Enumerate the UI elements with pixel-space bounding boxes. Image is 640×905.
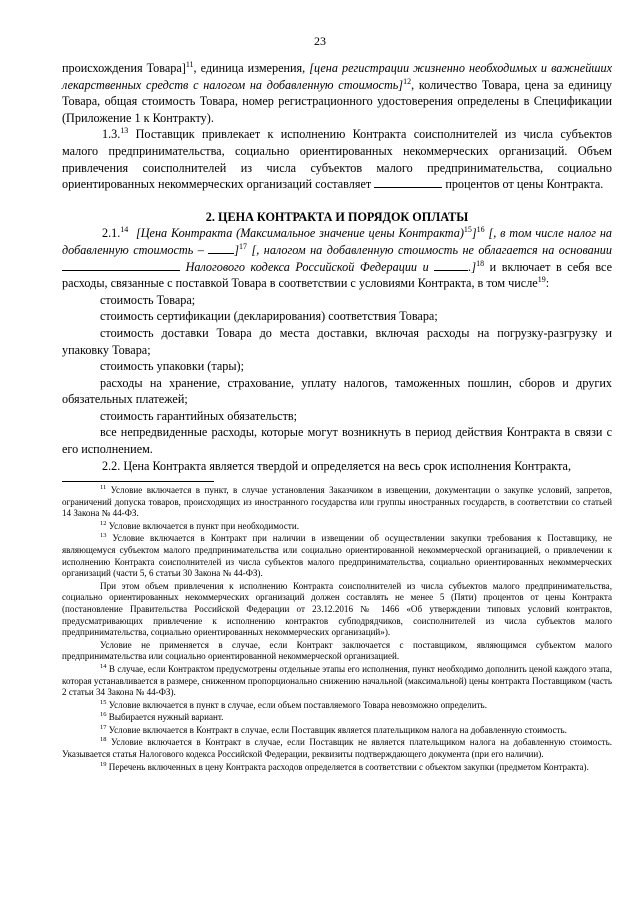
list-item: стоимость упаковки (тары); (100, 359, 244, 374)
footnote: $^{19}$ Перечень включенных в цену Контракта расходов определяется в соответствии с объектом закупки (предметом Контракта). (100, 760, 589, 772)
section-heading: 2. ЦЕНА КОНТРАКТА И ПОРЯДОК ОПЛАТЫ (205, 209, 469, 224)
blank-field (374, 176, 442, 188)
document-body (62, 60, 612, 474)
list-item: все непредвиденные расходы, которые могут возникнуть в период действия Контракта в связи с его исполнением. (62, 425, 612, 457)
footnotes (62, 485, 612, 774)
page-number: 23 (314, 34, 326, 48)
blank-field (62, 259, 180, 271)
paragraph-1-3: 1.3.13 Поставщик привлекает к исполнению Контракта соисполнителей из числа субъектов малого предпринимательства, социально ориентированных некоммерческих организаций. Объем привлечения соисполнителей из числа субъектов малого предпринимательства, социально ориентированных некоммерческих организаций составляет процентов от цены Контракта. (62, 126, 612, 192)
footnote: $^{14}$ В случае, если Контрактом предусмотрены отдельные этапы его исполнения, пункт необходимо дополнить ценой каждого этапа, которая устанавливается в размере, сниженном пропорционально снижению начальной (максимальной) цены контракта Поставщиком (часть 2 статьи 34 Закона № 44-ФЗ). (62, 662, 612, 698)
list-item: расходы на хранение, страхование, уплату налогов, таможенных пошлин, сборов и других обязательных платежей; (62, 375, 612, 407)
footnote-ref: 19 (537, 275, 546, 285)
footnote-ref: 12 (403, 76, 412, 86)
footnote-ref: 18 (476, 258, 485, 268)
footnote: $^{12}$ Условие включается в пункт при необходимости. (100, 519, 299, 531)
footnote: $^{11}$ Условие включается в пункт, в случае установления Заказчиком в извещении, документации о закупке условий, запретов, ограничений допуска товаров, происходящих из иностранного государства или группы иностранных государств, в соответствии со статьей 14 Закона № 44-ФЗ. (62, 483, 612, 519)
paragraph-1-2-continuation: происхождения Товара]$^{11}$, единица измерения, [цена регистрации жизненно необходимых и важнейших лекарственных средств с налогом на добавленную стоимость]$^{12}$, количество Товара, цена за единицу Товара, общая стоимость Товара, номер регистрационного удостоверения определены в Спецификации (Приложение 1 к Контракту). (62, 59, 613, 125)
footnote-ref: 13 (120, 126, 129, 136)
blank-field (434, 259, 468, 271)
footnote: $^{18}$ Условие включается в Контракт в случае, если Поставщик не является плательщиком налога на добавленную стоимость. Указывается статья Налогового кодекса Российской Федерации, реквизиты подтверждающего документа (при его наличии). (62, 736, 612, 760)
footnote: $^{13}$ Условие включается в Контракт при наличии в извещении об осуществлении закупки требования к Поставщику, не являющемуся субъектом малого предпринимательства или социально ориентированной некоммерческой организацией, о привлечении к исполнению Контракта соисполнителей из числа субъектов малого предпринимательства, социально ориентированных некоммерческих организаций (части 5, 6 статьи 30 Закона № 44-ФЗ). (62, 532, 612, 579)
footnote-ref: 11 (185, 59, 194, 69)
footnote: $^{16}$ Выбирается нужный вариант. (100, 711, 224, 723)
footnote: При этом объем привлечения к исполнению Контракта соисполнителей из числа субъектов малого предпринимательства, социально ориентированных некоммерческих организаций должен составлять не менее 5 (Пяти) процентов от цены Контракта (постановление Правительства Российской Федерации от 23.12.2016 № 1466 «Об утверждении типовых условий контрактов, предусматривающих привлечение к исполнению контрактов субподрядчиков, соисполнителей из числа субъектов малого предпринимательства, социально ориентированных некоммерческих организаций»). (62, 580, 612, 638)
footnote-separator (62, 481, 214, 482)
footnote: $^{15}$ Условие включается в пункт в случае, если объем поставляемого Товара невозможно определить. (100, 698, 487, 710)
list-item: стоимость доставки Товара до места доставки, включая расходы на погрузку-разгрузку и упаковку Товара; (62, 325, 612, 357)
footnote-ref: 15 (463, 225, 472, 235)
footnote-ref: 14 (120, 225, 129, 235)
list-item: стоимость гарантийных обязательств; (100, 408, 298, 423)
paragraph-2-1: 2.1.14 [Цена Контракта (Максимальное значение цены Контракта)$^{15}$]$^{16}$ [, в том числе налог на добавленную стоимость – ]$^{17}$ [, налогом на добавленную стоимость не облагается на основании Налогового кодекса Российской Федерации и .]$^{18}$ и включает в себя все расходы, связанные с поставкой Товара в соответствии с условиями Контракта, в том числе$^{19}$: (62, 225, 613, 291)
list-item: стоимость Товара; (100, 292, 196, 307)
footnote: $^{17}$ Условие включается в Контракт в случае, если Поставщик является плательщиком налога на добавленную стоимость. (100, 723, 567, 735)
blank-field (208, 242, 234, 254)
paragraph-2-2: 2.2. Цена Контракта является твердой и определяется на весь срок исполнения Контракта, (102, 458, 572, 473)
footnote-ref: 17 (239, 241, 248, 251)
list-item: стоимость сертификации (декларирования) соответствия Товара; (100, 309, 438, 324)
footnote-ref: 16 (476, 225, 485, 235)
footnote: Условие не применяется в случае, если Контракт заключается с поставщиком, являющимся субъектом малого предпринимательства или социально ориентированной некоммерческой организацией. (62, 639, 612, 662)
